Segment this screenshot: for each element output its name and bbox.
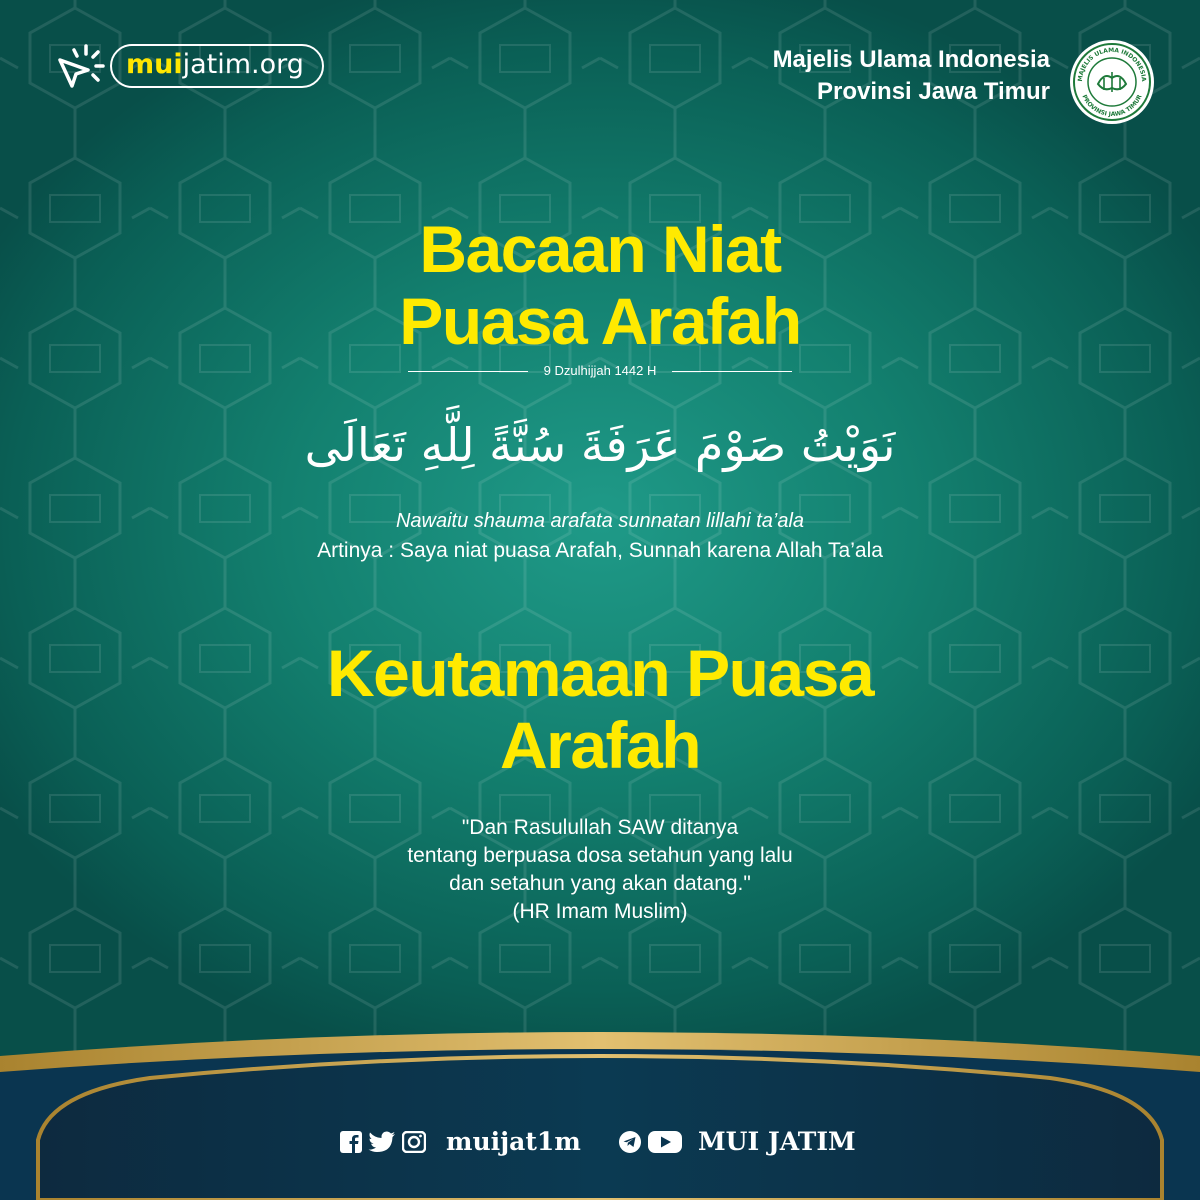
site-url-prefix: mui — [126, 49, 183, 80]
instagram-icon[interactable] — [402, 1131, 426, 1153]
quote-line: dan setahun yang akan datang." — [449, 872, 751, 895]
quote-line: "Dan Rasulullah SAW ditanya — [461, 816, 739, 839]
social-handle-muijat1m[interactable]: muijat1m — [446, 1127, 581, 1156]
mui-seal-logo — [1068, 38, 1156, 126]
youtube-icon[interactable] — [648, 1130, 682, 1154]
latin-transliteration: Nawaitu shauma arafata sunnatan lillahi ta’ala — [395, 510, 805, 532]
title-bacaan-niat-line1: Bacaan Niat — [419, 212, 781, 286]
twitter-icon[interactable] — [368, 1131, 396, 1153]
niat-meaning: Artinya : Saya niat puasa Arafah, Sunnah karena Allah Ta’ala — [317, 539, 883, 562]
title-bacaan-niat-line2: Puasa Arafah — [399, 284, 801, 358]
quote-line: tentang berpuasa dosa setahun yang lalu — [407, 844, 793, 867]
footer-band — [0, 1020, 1200, 1200]
svg-text:MAJELIS ULAMA INDONESIA: MAJELIS ULAMA INDONESIA — [1076, 46, 1148, 82]
hadith-quote — [0, 814, 1200, 926]
telegram-icon[interactable] — [618, 1130, 642, 1154]
social-group-2 — [618, 1124, 856, 1160]
org-name-line2: Provinsi Jawa Timur — [817, 78, 1050, 105]
site-url-suffix: jatim.org — [182, 49, 304, 80]
title-keutamaan-line2: Arafah — [499, 708, 701, 782]
arabic-niat-text: نَوَيْتُ صَوْمَ عَرَفَةَ سُنَّةً لِلَّهِ تَعَالَى — [304, 418, 896, 472]
facebook-icon[interactable] — [340, 1131, 362, 1153]
hijri-date: 9 Dzulhijjah 1442 H — [543, 363, 657, 378]
date-divider-right — [672, 371, 792, 372]
title-keutamaan-line1: Keutamaan Puasa — [326, 636, 874, 710]
social-group-1 — [340, 1124, 581, 1160]
hijri-date-row — [408, 362, 792, 380]
organization-name — [773, 44, 1050, 108]
org-name-line1: Majelis Ulama Indonesia — [772, 46, 1050, 73]
svg-text:PROVINSI JAWA TIMUR: PROVINSI JAWA TIMUR — [1080, 93, 1144, 119]
site-url[interactable] — [126, 49, 304, 81]
cursor-click-icon — [48, 40, 108, 100]
hadith-source: (HR Imam Muslim) — [512, 900, 688, 923]
social-handle-mui-jatim[interactable]: MUI JATIM — [698, 1127, 856, 1156]
